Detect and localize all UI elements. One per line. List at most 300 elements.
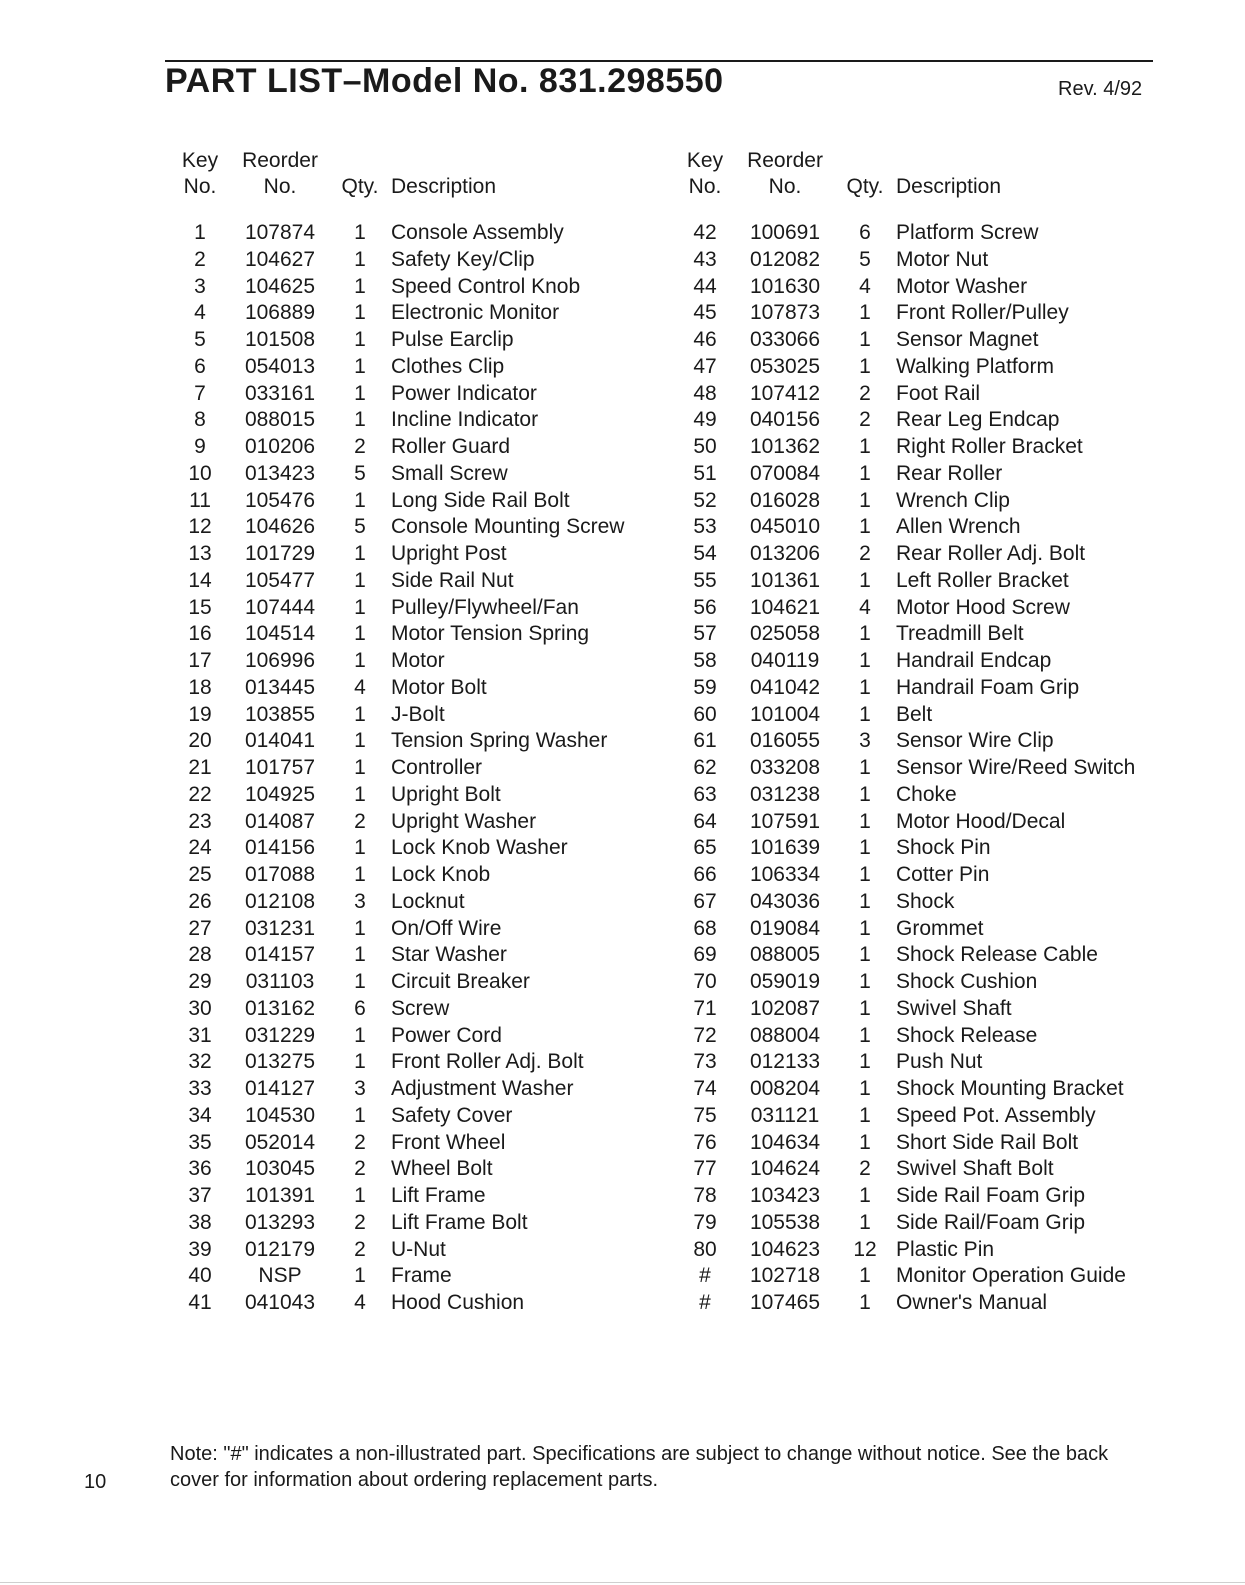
reorder-no-cell: 031229 [244,1023,316,1047]
qty-cell: 1 [354,702,366,726]
table-row [680,1210,1135,1237]
table-row [680,916,1135,943]
qty-cell: 1 [859,1291,871,1314]
key-no-cell: 22 [188,782,212,806]
qty-cell: 1 [354,488,366,512]
table-row [680,809,1135,836]
description-cell: Lift Frame [391,1184,486,1207]
table-row [680,1103,1135,1130]
reorder-no-cell: 104634 [749,1130,821,1154]
reorder-no-cell: 106889 [244,301,316,325]
table-row [175,300,624,327]
table-row [175,1103,624,1130]
description-cell: Shock Release Cable [896,943,1098,967]
table-row [680,327,1135,354]
reorder-no-cell: 012082 [749,247,821,271]
description-cell: Shock Cushion [896,970,1038,993]
reorder-no-cell: 059019 [749,970,821,993]
description-cell: Hood Cushion [391,1291,525,1314]
reorder-no-cell: 041043 [244,1291,316,1314]
description-cell: U-Nut [391,1237,446,1261]
qty-cell: 1 [354,542,366,565]
reorder-no-cell: 104626 [244,515,316,539]
reorder-no-cell: 013293 [244,1210,316,1234]
table-row [680,1023,1135,1050]
reorder-no-cell: 104627 [244,247,316,271]
description-cell: Rear Roller [896,461,1003,485]
key-no-cell: 34 [188,1103,212,1127]
reorder-no-cell: 101362 [749,435,821,458]
key-no-cell: 9 [194,435,206,458]
reorder-no-cell: 105476 [244,488,316,512]
qty-cell: 6 [859,221,871,244]
key-no-cell: 50 [693,435,717,458]
key-no-cell: 77 [693,1157,717,1181]
key-no-cell: 14 [188,568,212,592]
header-key-no [175,148,225,208]
right-parts-body [680,208,1135,1317]
reorder-no-cell: 103423 [749,1184,821,1207]
key-no-cell: 57 [693,622,717,646]
page-title: PART LIST–Model No. 831.298550 [165,62,724,100]
reorder-no-cell: 040119 [750,649,820,672]
description-cell: Choke [896,782,957,806]
reorder-no-cell: 100691 [749,221,821,244]
header-key-line2: No. [183,175,217,198]
description-cell: Motor Bolt [391,675,487,699]
qty-cell: 1 [859,328,871,351]
qty-cell: 6 [354,996,366,1020]
description-cell: Left Roller Bracket [896,568,1069,592]
key-no-cell: 15 [188,595,212,619]
header-reorder-line2: No. [768,175,802,198]
qty-cell: 1 [354,943,366,967]
reorder-no-cell: 088005 [749,943,821,967]
key-no-cell: 40 [188,1264,212,1288]
description-cell: Shock Release [896,1023,1038,1047]
parts-table-right [680,148,1135,1317]
key-no-cell: 21 [188,756,212,779]
table-row [680,274,1135,301]
reorder-no-cell: 045010 [749,515,821,539]
description-cell: Rear Leg Endcap [896,408,1060,432]
description-cell: Handrail Endcap [896,649,1052,672]
qty-cell: 1 [354,782,366,806]
key-no-cell: 53 [693,515,717,539]
header-qty: Qty. [341,175,379,198]
description-cell: Sensor Wire/Reed Switch [896,756,1136,779]
key-no-cell: 36 [188,1157,212,1181]
table-row [175,1130,624,1157]
qty-cell: 3 [354,1077,366,1100]
qty-cell: 1 [859,1103,871,1127]
qty-cell: 1 [354,1184,366,1207]
qty-cell: 5 [354,461,366,485]
description-cell: Console Assembly [391,221,564,244]
reorder-no-cell: 107465 [749,1291,821,1314]
table-row [680,407,1135,434]
qty-cell: 1 [859,301,871,325]
reorder-no-cell: 008204 [749,1077,821,1100]
reorder-no-cell: 016055 [749,729,821,753]
reorder-no-cell: 013445 [244,675,316,699]
description-cell: Right Roller Bracket [896,435,1083,458]
table-row [680,1049,1135,1076]
table-row [175,969,624,996]
key-no-cell: 60 [693,702,717,726]
reorder-no-cell: 043036 [749,889,821,913]
reorder-no-cell: 013206 [749,542,821,565]
key-no-cell: 13 [188,542,212,565]
qty-cell: 1 [859,354,871,378]
key-no-cell: 28 [188,943,212,967]
qty-cell: 1 [859,515,871,539]
qty-cell: 1 [354,756,366,779]
key-no-cell: 52 [693,488,717,512]
reorder-no-cell: 053025 [749,354,821,378]
table-row [680,942,1135,969]
qty-cell: 1 [354,408,366,432]
qty-cell: 1 [859,461,871,485]
description-cell: Grommet [896,916,984,940]
table-row [680,969,1135,996]
key-no-cell: 31 [188,1023,212,1047]
reorder-no-cell: 013423 [244,461,316,485]
reorder-no-cell: 101729 [244,542,316,565]
qty-cell: 5 [859,247,871,271]
qty-cell: 1 [354,916,366,940]
qty-cell: 1 [354,247,366,271]
header-description: Description [391,175,497,198]
table-row [175,862,624,889]
description-cell: Safety Key/Clip [391,247,535,271]
table-row [175,354,624,381]
reorder-no-cell: 104925 [244,782,316,806]
table-row [680,514,1135,541]
table-row [175,514,624,541]
description-cell: Speed Control Knob [391,274,581,298]
qty-cell: 1 [859,435,871,458]
key-no-cell: 38 [188,1210,212,1234]
key-no-cell: 49 [693,408,717,432]
table-row [680,220,1135,247]
reorder-no-cell: 014041 [244,729,316,753]
table-row [175,1076,624,1103]
qty-cell: 1 [859,916,871,940]
reorder-no-cell: 040156 [749,408,821,432]
reorder-no-cell: 014156 [244,836,316,860]
table-header-row [175,148,624,208]
description-cell: Electronic Monitor [391,301,560,325]
table-row [175,1156,624,1183]
description-cell: Upright Post [391,542,507,565]
qty-cell: 2 [354,809,366,833]
reorder-no-cell: 105538 [749,1210,821,1234]
description-cell: Motor [391,649,445,672]
key-no-cell: 51 [693,461,717,485]
table-row [175,220,624,247]
description-cell: Long Side Rail Bolt [391,488,570,512]
table-row [175,648,624,675]
key-no-cell: 43 [693,247,717,271]
qty-cell: 1 [859,1184,871,1207]
table-row [175,1210,624,1237]
table-row [680,675,1135,702]
qty-cell: 1 [354,863,366,886]
table-row [175,407,624,434]
qty-cell: 1 [354,622,366,646]
qty-cell: 4 [354,675,366,699]
header-key-line1: Key [181,149,219,172]
key-no-cell: 67 [693,889,717,913]
table-row [680,889,1135,916]
table-row [175,1049,624,1076]
key-no-cell: 35 [188,1130,212,1154]
table-row [175,942,624,969]
description-cell: Foot Rail [896,381,981,405]
description-cell: Side Rail Nut [391,568,514,592]
reorder-no-cell: 101639 [749,836,821,860]
qty-cell: 1 [859,782,871,806]
qty-cell: 1 [859,622,871,646]
reorder-no-cell: 101508 [244,328,316,351]
reorder-no-cell: 101004 [749,702,821,726]
table-row [680,300,1135,327]
key-no-cell: 59 [693,675,717,699]
reorder-no-cell: 016028 [749,488,821,512]
reorder-no-cell: 031231 [244,916,316,940]
key-no-cell: 79 [693,1210,717,1234]
description-cell: Push Nut [896,1050,983,1074]
key-no-cell: 68 [693,916,717,940]
table-row [680,835,1135,862]
reorder-no-cell: 012133 [749,1050,821,1074]
qty-cell: 1 [859,1210,871,1234]
key-no-cell: 33 [188,1077,212,1100]
key-no-cell: 78 [693,1184,717,1207]
table-row [175,702,624,729]
table-row [680,1263,1135,1290]
qty-cell: 1 [859,568,871,592]
key-no-cell: 18 [188,675,212,699]
key-no-cell: 17 [188,649,212,672]
qty-cell: 3 [859,729,871,753]
qty-cell: 1 [354,1103,366,1127]
qty-cell: 2 [354,1237,366,1261]
qty-cell: 1 [354,595,366,619]
description-cell: Motor Tension Spring [391,622,590,646]
key-no-cell: 32 [188,1050,212,1074]
qty-cell: 1 [859,1023,871,1047]
reorder-no-cell: 014127 [244,1077,316,1100]
qty-cell: 1 [354,836,366,860]
description-cell: Power Cord [391,1023,502,1047]
key-no-cell: 76 [693,1130,717,1154]
reorder-no-cell: 070084 [749,461,821,485]
qty-cell: 1 [859,809,871,833]
qty-cell: 12 [853,1237,877,1261]
header-key-line2: No. [688,175,722,198]
table-row [680,1237,1135,1264]
page-number: 10 [84,1471,107,1493]
table-row [175,461,624,488]
table-row [680,247,1135,274]
qty-cell: 2 [354,1157,366,1181]
parts-table-left [175,148,624,1317]
description-cell: Handrail Foam Grip [896,675,1080,699]
reorder-no-cell: 101391 [244,1184,316,1207]
key-no-cell: 6 [194,354,206,378]
key-no-cell: 27 [188,916,212,940]
table-header-row [680,148,1135,208]
qty-cell: 3 [354,889,366,913]
description-cell: Sensor Wire Clip [896,729,1054,753]
key-no-cell: # [699,1264,711,1288]
table-row [680,568,1135,595]
key-no-cell: 24 [188,836,212,860]
table-row [175,434,624,461]
reorder-no-cell: 041042 [749,675,821,699]
table-row [680,1183,1135,1210]
description-cell: Owner's Manual [896,1291,1048,1314]
key-no-cell: 63 [693,782,717,806]
header-key-no [680,148,730,208]
description-cell: Lift Frame Bolt [391,1210,528,1234]
qty-cell: 2 [859,381,871,405]
key-no-cell: 72 [693,1023,717,1047]
reorder-no-cell: 101757 [244,756,316,779]
qty-cell: 1 [859,649,871,672]
key-no-cell: 25 [188,863,212,886]
key-no-cell: 12 [188,515,212,539]
qty-cell: 1 [859,889,871,913]
description-cell: Front Wheel [391,1130,506,1154]
qty-cell: 1 [859,675,871,699]
revision-label: Rev. 4/92 [1058,78,1143,100]
key-no-cell: 4 [194,301,206,325]
table-row [680,621,1135,648]
key-no-cell: 71 [693,996,717,1020]
bottom-rule [0,1582,1245,1583]
key-no-cell: 62 [693,756,717,779]
key-no-cell: 42 [693,221,717,244]
key-no-cell: 37 [188,1184,212,1207]
reorder-no-cell: 012179 [244,1237,316,1261]
table-row [175,247,624,274]
description-cell: Cotter Pin [896,863,990,886]
reorder-no-cell: 104625 [244,274,316,298]
qty-cell: 1 [859,488,871,512]
table-row [680,488,1135,515]
key-no-cell: 80 [693,1237,717,1261]
header-reorder-line2: No. [263,175,297,198]
description-cell: Lock Knob [391,863,491,886]
qty-cell: 1 [859,756,871,779]
description-cell: Sensor Magnet [896,328,1039,351]
description-cell: Side Rail/Foam Grip [896,1210,1086,1234]
key-no-cell: 10 [188,461,212,485]
key-no-cell: 65 [693,836,717,860]
qty-cell: 1 [354,970,366,993]
table-row [680,1076,1135,1103]
qty-cell: 1 [354,729,366,753]
qty-cell: 1 [859,1050,871,1074]
qty-cell: 1 [859,702,871,726]
table-row [175,1290,624,1317]
reorder-no-cell: 013275 [244,1050,316,1074]
reorder-no-cell: 107591 [749,809,821,833]
table-row [175,996,624,1023]
key-no-cell: 5 [194,328,206,351]
reorder-no-cell: 088015 [244,408,316,432]
table-row [175,889,624,916]
header-key-line1: Key [686,149,724,172]
description-cell: Short Side Rail Bolt [896,1130,1079,1154]
reorder-no-cell: 107412 [749,381,821,405]
table-row [175,1023,624,1050]
reorder-no-cell: 104621 [749,595,821,619]
table-row [175,755,624,782]
table-row [680,1290,1135,1317]
table-row [175,782,624,809]
key-no-cell: 16 [188,622,212,646]
description-cell: Wheel Bolt [391,1157,493,1181]
description-cell: Swivel Shaft Bolt [896,1157,1054,1181]
reorder-no-cell: 014087 [244,809,316,833]
qty-cell: 1 [354,354,366,378]
description-cell: Screw [391,996,450,1020]
table-row [175,728,624,755]
reorder-no-cell: 031121 [750,1103,820,1127]
qty-cell: 1 [354,1264,366,1288]
description-cell: Side Rail Foam Grip [896,1184,1086,1207]
key-no-cell: 61 [693,729,717,753]
reorder-no-cell: 103045 [244,1157,316,1181]
description-cell: Motor Hood Screw [896,595,1070,619]
qty-cell: 1 [859,863,871,886]
description-cell: Lock Knob Washer [391,836,568,860]
qty-cell: 1 [859,1130,871,1154]
table-row [680,996,1135,1023]
reorder-no-cell: 033066 [749,328,821,351]
reorder-no-cell: 102718 [749,1264,821,1288]
table-row [680,728,1135,755]
reorder-no-cell: 101630 [749,274,821,298]
qty-cell: 1 [354,221,366,244]
description-cell: Platform Screw [896,221,1039,244]
description-cell: Frame [391,1264,452,1288]
key-no-cell: 55 [693,568,717,592]
reorder-no-cell: 017088 [244,863,316,886]
qty-cell: 4 [859,595,871,619]
description-cell: Motor Hood/Decal [896,809,1066,833]
description-cell: Swivel Shaft [896,996,1012,1020]
description-cell: Motor Nut [896,247,989,271]
table-row [175,1183,624,1210]
table-row [680,595,1135,622]
key-no-cell: 56 [693,595,717,619]
description-cell: Treadmill Belt [896,622,1024,646]
table-row [175,1263,624,1290]
description-cell: Front Roller Adj. Bolt [391,1050,584,1074]
key-no-cell: 54 [693,542,717,565]
table-row [680,862,1135,889]
qty-cell: 2 [859,408,871,432]
key-no-cell: 44 [693,274,717,298]
reorder-no-cell: 101361 [749,568,821,592]
key-no-cell: 75 [693,1103,717,1127]
key-no-cell: 41 [188,1291,212,1314]
